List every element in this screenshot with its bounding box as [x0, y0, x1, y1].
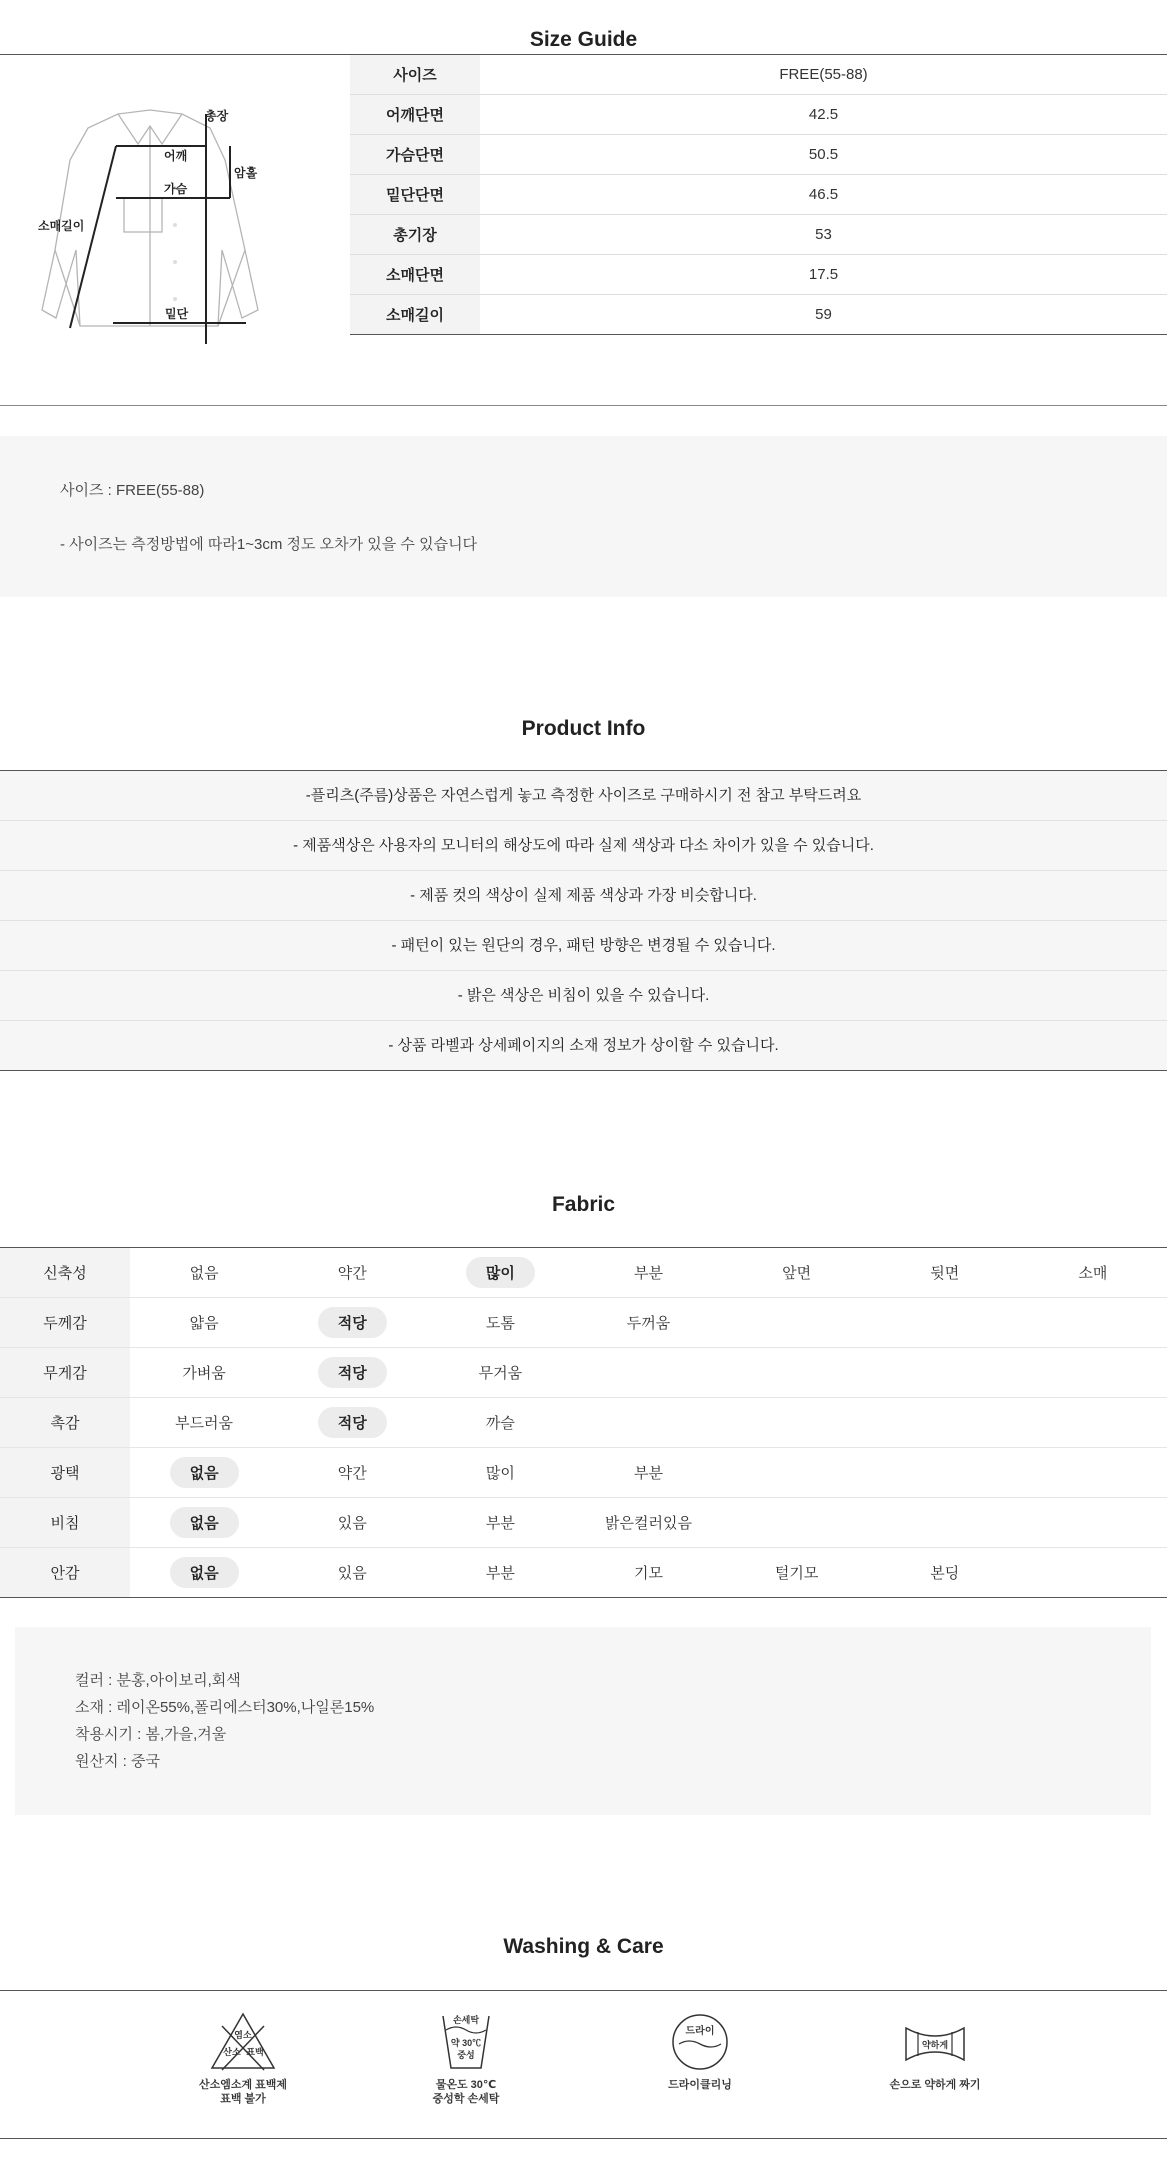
fabric-cell-empty	[723, 1348, 871, 1398]
fabric-option-selected: 적당	[318, 1407, 387, 1438]
fabric-row	[0, 1498, 1167, 1548]
fabric-cell	[130, 1298, 278, 1348]
care-label: 산소엠소계 표백제 표백 불가	[198, 2079, 288, 2105]
fabric-cell	[130, 1348, 278, 1398]
fabric-option: 무거움	[478, 1365, 523, 1382]
size-row-value: 17.5	[480, 255, 1167, 295]
size-row	[350, 95, 1167, 135]
fabric-option-selected: 많이	[466, 1257, 535, 1288]
fabric-row-label: 신축성	[0, 1248, 130, 1298]
fabric-cell-empty	[871, 1348, 1019, 1398]
fabric-cell	[426, 1548, 574, 1598]
fabric-cell-empty	[723, 1298, 871, 1348]
fabric-cell-empty	[723, 1398, 871, 1448]
fabric-option: 소매	[1078, 1265, 1108, 1282]
product-info-item: - 밝은 색상은 비침이 있을 수 있습니다.	[0, 971, 1167, 1021]
fabric-cell-empty	[723, 1448, 871, 1498]
care-label: 드라이클리닝	[668, 2079, 732, 2091]
fabric-cell	[574, 1298, 722, 1348]
fabric-option: 밝은컬러있음	[605, 1515, 692, 1532]
size-row	[350, 175, 1167, 215]
diagram-label-length: 총장	[205, 109, 229, 123]
fabric-cell	[426, 1448, 574, 1498]
diagram-label-chest: 가슴	[164, 182, 188, 196]
size-note-error: - 사이즈는 측정방법에 따라1~3cm 정도 오차가 있을 수 있습니다	[60, 536, 478, 553]
fabric-option: 부분	[634, 1465, 663, 1482]
svg-text:표백: 표백	[246, 2047, 264, 2057]
fabric-cell	[130, 1498, 278, 1548]
svg-text:산소: 산소	[223, 2047, 241, 2057]
fabric-option: 앞면	[782, 1265, 812, 1282]
fabric-table	[0, 1248, 1167, 1598]
fabric-option-selected: 없음	[170, 1507, 239, 1538]
fabric-cell	[574, 1448, 722, 1498]
fabric-title: Fabric	[551, 1193, 616, 1216]
fabric-cell-empty	[1019, 1348, 1167, 1398]
detail-origin: 원산지 : 중국	[75, 1753, 160, 1770]
size-row-label: 밑단단면	[350, 175, 480, 215]
svg-text:중성: 중성	[457, 2050, 475, 2060]
fabric-option-selected: 적당	[318, 1357, 387, 1388]
svg-text:약 30℃: 약 30℃	[450, 2038, 482, 2048]
fabric-row-label: 두께감	[0, 1298, 130, 1348]
size-table	[350, 55, 1167, 335]
fabric-cell-empty	[1019, 1548, 1167, 1598]
fabric-row	[0, 1248, 1167, 1298]
fabric-cell	[426, 1498, 574, 1548]
fabric-option-selected: 없음	[170, 1457, 239, 1488]
fabric-cell	[278, 1548, 426, 1598]
product-info-title: Product Info	[521, 717, 646, 740]
size-row-label: 소매단면	[350, 255, 480, 295]
fabric-option: 부분	[485, 1565, 515, 1582]
fabric-cell	[130, 1398, 278, 1448]
care-no-bleach	[158, 2010, 328, 2106]
size-note	[0, 436, 1167, 597]
size-note-size: 사이즈 : FREE(55-88)	[60, 482, 205, 499]
care-hand-wash	[381, 2010, 551, 2106]
product-info-item: - 패턴이 있는 원단의 경우, 패턴 방향은 변경될 수 있습니다.	[0, 921, 1167, 971]
no-bleach-icon	[208, 2010, 278, 2074]
fabric-cell	[278, 1298, 426, 1348]
product-info-item: - 상품 라벨과 상세페이지의 소재 정보가 상이할 수 있습니다.	[0, 1021, 1167, 1071]
size-row	[350, 135, 1167, 175]
fabric-option: 두꺼움	[626, 1315, 671, 1332]
size-row-value: 50.5	[480, 135, 1167, 175]
dry-clean-icon	[665, 2010, 735, 2074]
diagram-label-shoulder: 어깨	[164, 149, 188, 163]
fabric-option: 본딩	[930, 1565, 960, 1582]
fabric-cell	[723, 1548, 871, 1598]
care-label: 물온도 30℃ 중성학 손세탁	[432, 2079, 500, 2105]
fabric-cell	[871, 1248, 1019, 1298]
fabric-cell-empty	[1019, 1498, 1167, 1548]
svg-text:드라이: 드라이	[685, 2026, 715, 2037]
diagram-label-hem: 밑단	[165, 307, 189, 321]
size-row	[350, 55, 1167, 95]
shirt-diagram	[30, 100, 300, 350]
fabric-cell	[871, 1548, 1019, 1598]
fabric-cell-empty	[574, 1398, 722, 1448]
size-row-label: 어깨단면	[350, 95, 480, 135]
fabric-cell	[278, 1448, 426, 1498]
fabric-option-selected: 적당	[318, 1307, 387, 1338]
detail-material: 소재 : 레이온55%,폴리에스터30%,나일론15%	[75, 1699, 375, 1716]
divider	[0, 1990, 1167, 1991]
fabric-cell	[130, 1248, 278, 1298]
fabric-option: 부분	[485, 1515, 515, 1532]
fabric-cell	[278, 1348, 426, 1398]
fabric-cell	[278, 1248, 426, 1298]
size-row-value: 53	[480, 215, 1167, 255]
size-row-label: 가슴단면	[350, 135, 480, 175]
size-row-value: FREE(55-88)	[480, 55, 1167, 95]
gentle-wring-icon	[900, 2010, 970, 2074]
size-row-value: 59	[480, 295, 1167, 335]
fabric-row	[0, 1348, 1167, 1398]
size-row-value: 46.5	[480, 175, 1167, 215]
fabric-cell	[278, 1498, 426, 1548]
fabric-option: 가벼움	[182, 1365, 226, 1382]
divider	[0, 405, 1167, 406]
product-info-item: - 제품 컷의 색상이 실제 제품 색상과 가장 비슷합니다.	[0, 871, 1167, 921]
fabric-cell	[130, 1548, 278, 1598]
fabric-cell-empty	[574, 1348, 722, 1398]
fabric-option: 도톰	[485, 1315, 515, 1332]
fabric-cell-empty	[1019, 1298, 1167, 1348]
fabric-option: 없음	[189, 1265, 219, 1282]
size-guide-title: Size Guide	[529, 28, 638, 51]
fabric-cell	[426, 1298, 574, 1348]
fabric-row-label: 비침	[0, 1498, 130, 1548]
product-info-item: -플리츠(주름)상품은 자연스럽게 놓고 측정한 사이즈로 구매하시기 전 참고 부탁드려요	[0, 771, 1167, 821]
size-row	[350, 255, 1167, 295]
hand-wash-icon	[431, 2010, 501, 2074]
size-row-value: 42.5	[480, 95, 1167, 135]
fabric-cell-empty	[871, 1498, 1019, 1548]
fabric-option: 약간	[337, 1265, 367, 1282]
product-info-item: - 제품색상은 사용자의 모니터의 해상도에 따라 실제 색상과 다소 차이가 있을 수 있습니다.	[0, 821, 1167, 871]
fabric-option: 부분	[634, 1265, 663, 1282]
fabric-cell-empty	[1019, 1398, 1167, 1448]
size-row	[350, 215, 1167, 255]
fabric-option: 약간	[337, 1465, 367, 1482]
fabric-cell-empty	[1019, 1448, 1167, 1498]
fabric-cell-empty	[871, 1298, 1019, 1348]
diagram-label-sleeve: 소매길이	[38, 219, 85, 233]
size-row	[350, 295, 1167, 335]
detail-season: 착용시기 : 봄,가을,겨울	[75, 1726, 227, 1743]
fabric-cell	[574, 1498, 722, 1548]
product-info-list	[0, 771, 1167, 1071]
fabric-row-label: 광택	[0, 1448, 130, 1498]
fabric-option: 있음	[337, 1565, 367, 1582]
fabric-option: 까슬	[485, 1415, 515, 1432]
fabric-row	[0, 1298, 1167, 1348]
fabric-cell-empty	[871, 1398, 1019, 1448]
fabric-option: 많이	[485, 1465, 515, 1482]
fabric-row-label: 무게감	[0, 1348, 130, 1398]
care-gentle-wring	[850, 2010, 1020, 2092]
fabric-cell	[278, 1398, 426, 1448]
diagram-label-armhole: 암홀	[234, 166, 258, 180]
fabric-cell	[426, 1348, 574, 1398]
fabric-option: 얇음	[189, 1315, 219, 1332]
fabric-details	[15, 1627, 1151, 1815]
size-row-label: 소매길이	[350, 295, 480, 335]
fabric-cell	[574, 1248, 722, 1298]
fabric-row	[0, 1548, 1167, 1598]
detail-color: 컬러 : 분홍,아이보리,회색	[75, 1672, 241, 1689]
fabric-option: 기모	[634, 1565, 663, 1582]
fabric-row-label: 촉감	[0, 1398, 130, 1448]
divider	[0, 2138, 1167, 2139]
fabric-option: 털기모	[774, 1565, 819, 1582]
fabric-cell	[574, 1548, 722, 1598]
fabric-option: 뒷면	[930, 1265, 960, 1282]
fabric-cell-empty	[871, 1448, 1019, 1498]
fabric-row	[0, 1448, 1167, 1498]
fabric-cell	[1019, 1248, 1167, 1298]
fabric-row	[0, 1398, 1167, 1448]
size-row-label: 사이즈	[350, 55, 480, 95]
svg-text:손세탁: 손세탁	[452, 2015, 480, 2025]
fabric-option: 부드러움	[175, 1415, 234, 1432]
fabric-cell	[426, 1398, 574, 1448]
fabric-cell	[723, 1248, 871, 1298]
svg-text:염소: 염소	[234, 2030, 252, 2040]
washing-title: Washing & Care	[503, 1935, 664, 1958]
fabric-option: 있음	[337, 1515, 367, 1532]
fabric-cell	[130, 1448, 278, 1498]
fabric-cell-empty	[723, 1498, 871, 1548]
care-label: 손으로 약하게 짜기	[889, 2079, 981, 2091]
fabric-cell	[426, 1248, 574, 1298]
fabric-option-selected: 없음	[170, 1557, 239, 1588]
svg-text:약하게: 약하게	[921, 2040, 949, 2050]
size-row-label: 총기장	[350, 215, 480, 255]
fabric-row-label: 안감	[0, 1548, 130, 1598]
care-dry-clean	[615, 2010, 785, 2092]
